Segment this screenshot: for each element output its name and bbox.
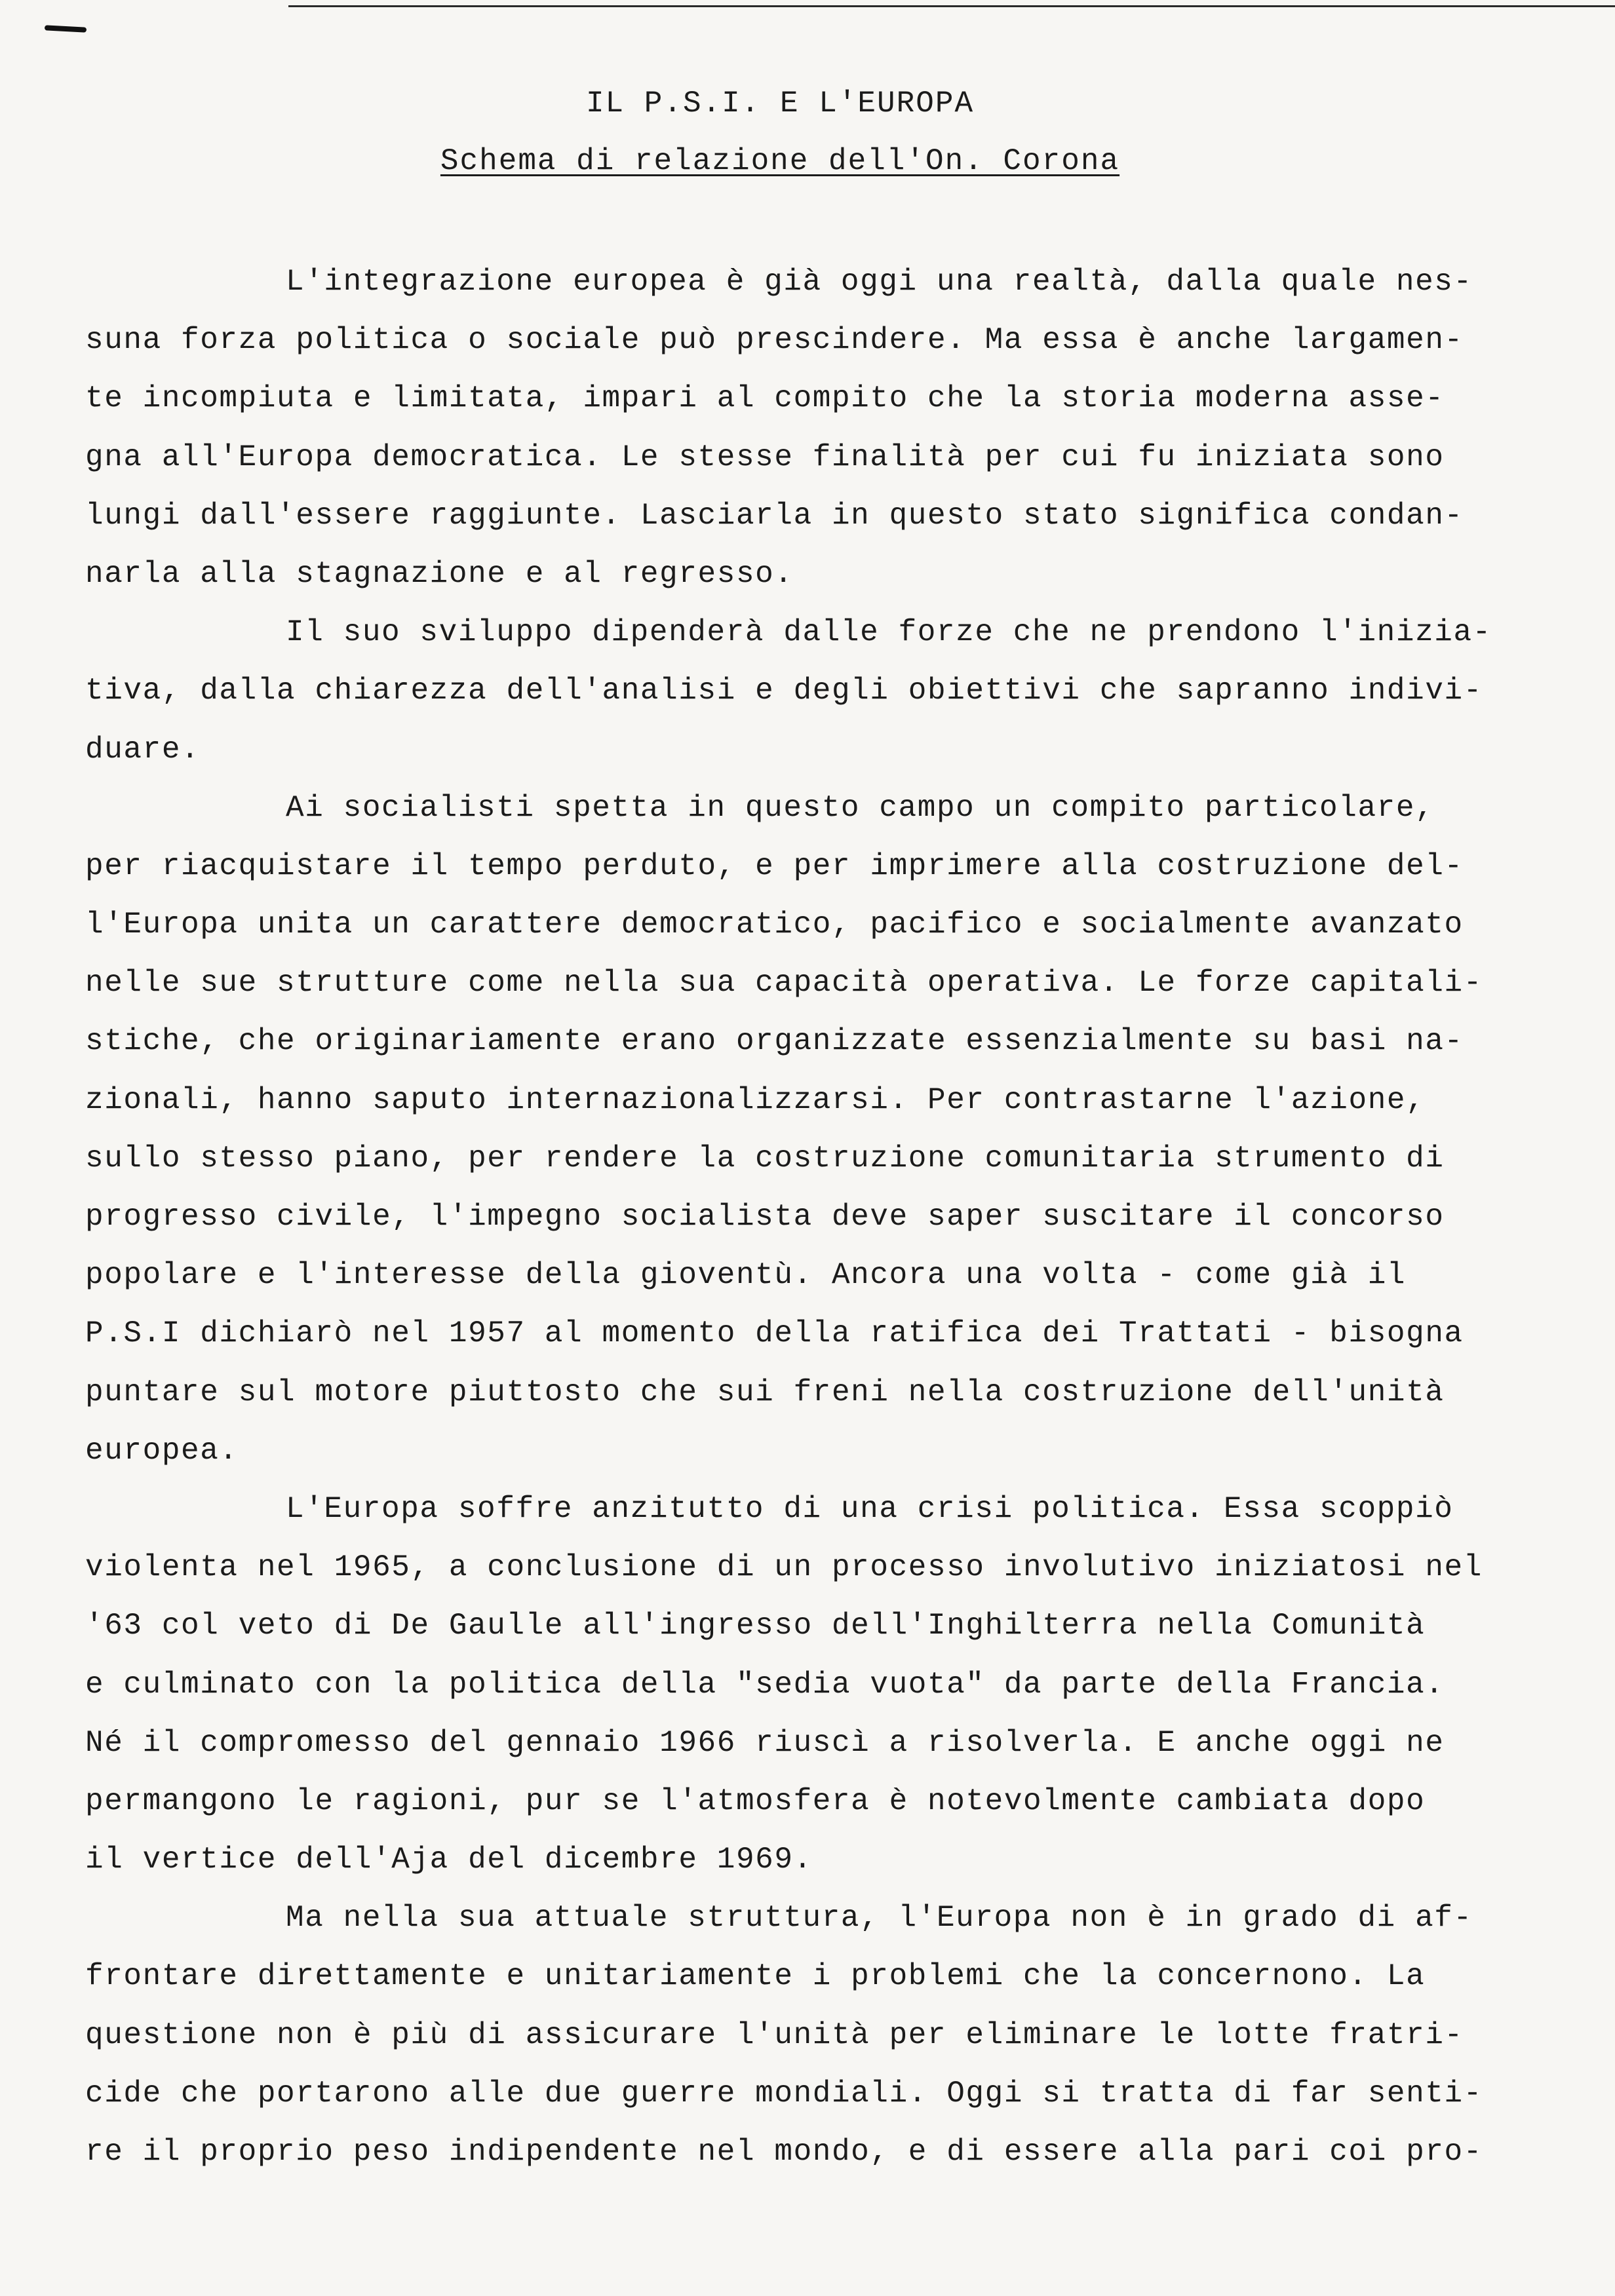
- document-title: IL P.S.I. E L'EUROPA: [585, 86, 975, 121]
- top-rule: [288, 5, 1615, 7]
- document-body: [85, 253, 1566, 2181]
- text-line: L'Europa soffre anzitutto di una crisi politica. Essa scoppiò: [286, 1491, 1454, 1526]
- text-line: violenta nel 1965, a conclusione di un processo involutivo iniziatosi nel: [85, 1550, 1483, 1585]
- text-line: re il proprio peso indipendente nel mondo, e di essere alla pari coi pro-: [85, 2135, 1483, 2169]
- text-line: te incompiuta e limitata, impari al compito che la storia moderna asse-: [85, 381, 1445, 416]
- text-line: suna forza politica o sociale può prescindere. Ma essa è anche largamen-: [85, 323, 1464, 358]
- text-line: e culminato con la politica della "sedia vuota" da parte della Francia.: [85, 1667, 1445, 1702]
- text-line: Il suo sviluppo dipenderà dalle forze che ne prendono l'inizia-: [286, 615, 1492, 650]
- text-line: stiche, che originariamente erano organizzate essenzialmente su basi na-: [85, 1024, 1464, 1059]
- text-line: L'integrazione europea è già oggi una realtà, dalla quale nes-: [286, 265, 1473, 299]
- text-line: duare.: [85, 732, 201, 767]
- text-line: gna all'Europa democratica. Le stesse finalità per cui fu iniziata sono: [85, 440, 1445, 474]
- text-line: puntare sul motore piuttosto che sui freni nella costruzione dell'unità: [85, 1375, 1445, 1409]
- text-line: questione non è più di assicurare l'unità per eliminare le lotte fratri-: [85, 2018, 1464, 2052]
- text-line: Né il compromesso del gennaio 1966 riuscì a risolverla. E anche oggi ne: [85, 1725, 1445, 1760]
- text-line: l'Europa unita un carattere democratico, pacifico e socialmente avanzato: [85, 908, 1464, 942]
- text-line: tiva, dalla chiarezza dell'analisi e degli obiettivi che sapranno indivi-: [85, 674, 1483, 708]
- text-line: lungi dall'essere raggiunte. Lasciarla in questo stato significa condan-: [85, 498, 1464, 533]
- text-line: cide che portarono alle due guerre mondiali. Oggi si tratta di far senti-: [85, 2076, 1483, 2111]
- document-subtitle-wrap: [0, 142, 1560, 181]
- text-line: frontare direttamente e unitariamente i problemi che la concernono. La: [85, 1959, 1426, 1994]
- text-line: zionali, hanno saputo internazionalizzarsi. Per contrastarne l'azione,: [85, 1082, 1426, 1117]
- text-line: per riacquistare il tempo perduto, e per imprimere alla costruzione del-: [85, 849, 1464, 883]
- text-line: permangono le ragioni, pur se l'atmosfera è notevolmente cambiata dopo: [85, 1784, 1426, 1818]
- text-line: popolare e l'interesse della gioventù. Ancora una volta - come già il: [85, 1258, 1407, 1293]
- text-line: P.S.I dichiarò nel 1957 al momento della ratifica dei Trattati - bisogna: [85, 1316, 1464, 1351]
- text-line: progresso civile, l'impegno socialista deve saper suscitare il concorso: [85, 1200, 1445, 1234]
- document-subtitle: Schema di relazione dell'On. Corona: [440, 144, 1120, 178]
- text-line: sullo stesso piano, per rendere la costruzione comunitaria strumento di: [85, 1141, 1445, 1176]
- text-line: Ai socialisti spetta in questo campo un compito particolare,: [286, 790, 1435, 825]
- text-line: nelle sue strutture come nella sua capacità operativa. Le forze capitali-: [85, 966, 1483, 1001]
- corner-ink-mark: [45, 25, 87, 32]
- text-line: '63 col veto di De Gaulle all'ingresso dell'Inghilterra nella Comunità: [85, 1609, 1426, 1643]
- text-line: europea.: [85, 1433, 239, 1468]
- text-line: Ma nella sua attuale struttura, l'Europa non è in grado di af-: [286, 1901, 1473, 1936]
- text-line: narla alla stagnazione e al regresso.: [85, 556, 794, 591]
- text-line: il vertice dell'Aja del dicembre 1969.: [85, 1843, 813, 1877]
